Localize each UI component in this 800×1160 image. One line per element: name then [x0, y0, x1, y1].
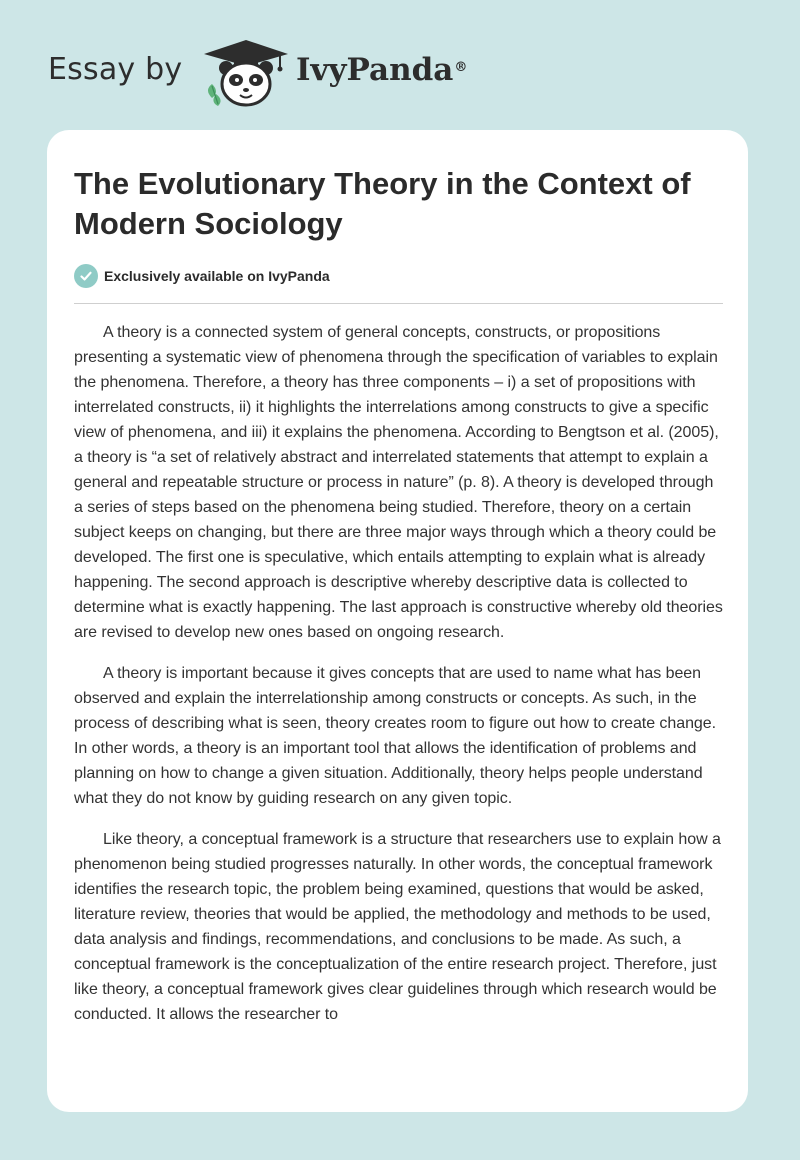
check-icon	[74, 264, 98, 288]
exclusive-badge	[74, 263, 330, 289]
ivypanda-logo-icon[interactable]	[200, 38, 292, 108]
divider	[74, 303, 723, 304]
essay-by-label: Essay by	[48, 52, 183, 87]
registered-mark: ®	[454, 60, 468, 75]
brand-text: IvyPanda	[296, 52, 454, 88]
paragraph: Like theory, a conceptual framework is a structure that researchers use to explain how a phenomenon being studied progresses naturally. In other words, the conceptual framework identifies the research topic, the problem being examined, questions that would be asked, literature review, theories that would be applied, the methodology and methods to be used, data analysis and findings, recommendations, and conclusions to be made. As such, a conceptual framework is the conceptualization of the entire research project. Therefore, just like theory, a conceptual framework gives clear guidelines through which research would be conducted. It allows the researcher to	[74, 831, 721, 1023]
page-title: The Evolutionary Theory in the Context of Modern Sociology	[74, 166, 691, 241]
paragraph: A theory is a connected system of general concepts, constructs, or propositions presenting a systematic view of phenomena through the specification of variables to explain the phenomena. Therefore, a theory has three components – i) a set of propositions with interrelated constructs, ii) it highlights the interrelations among constructs to give a specific view of phenomena, and iii) it explains the phenomena. According to Bengtson et al. (2005), a theory is “a set of relatively abstract and interrelated statements that attempt to explain a general and repeatable structure or process in nature” (p. 8). A theory is developed through a series of steps based on the phenomena being studied. Therefore, theory on a certain subject keeps on changing, but there are three major ways through which a theory could be developed. The first one is speculative, which entails attempting to explain what is already happening. The second approach is descriptive whereby descriptive data is collected to determine what is exactly happening. The last approach is constructive whereby old theories are revised to develop new ones based on ongoing research.	[74, 324, 723, 641]
essay-body	[74, 320, 726, 1043]
paragraph: A theory is important because it gives concepts that are used to name what has been observed and explain the interrelationship among constructs or concepts. As such, in the process of describing what is seen, theory creates room to figure out how to create change. In other words, a theory is an important tool that allows the identification of problems and planning on how to change a given situation. Additionally, theory helps people understand what they do not know by guiding research on any given topic.	[74, 665, 717, 807]
brand-name	[296, 50, 467, 90]
essay-card	[47, 130, 748, 1112]
exclusive-badge-label: Exclusively available on IvyPanda	[104, 268, 330, 284]
site-header	[0, 0, 800, 130]
